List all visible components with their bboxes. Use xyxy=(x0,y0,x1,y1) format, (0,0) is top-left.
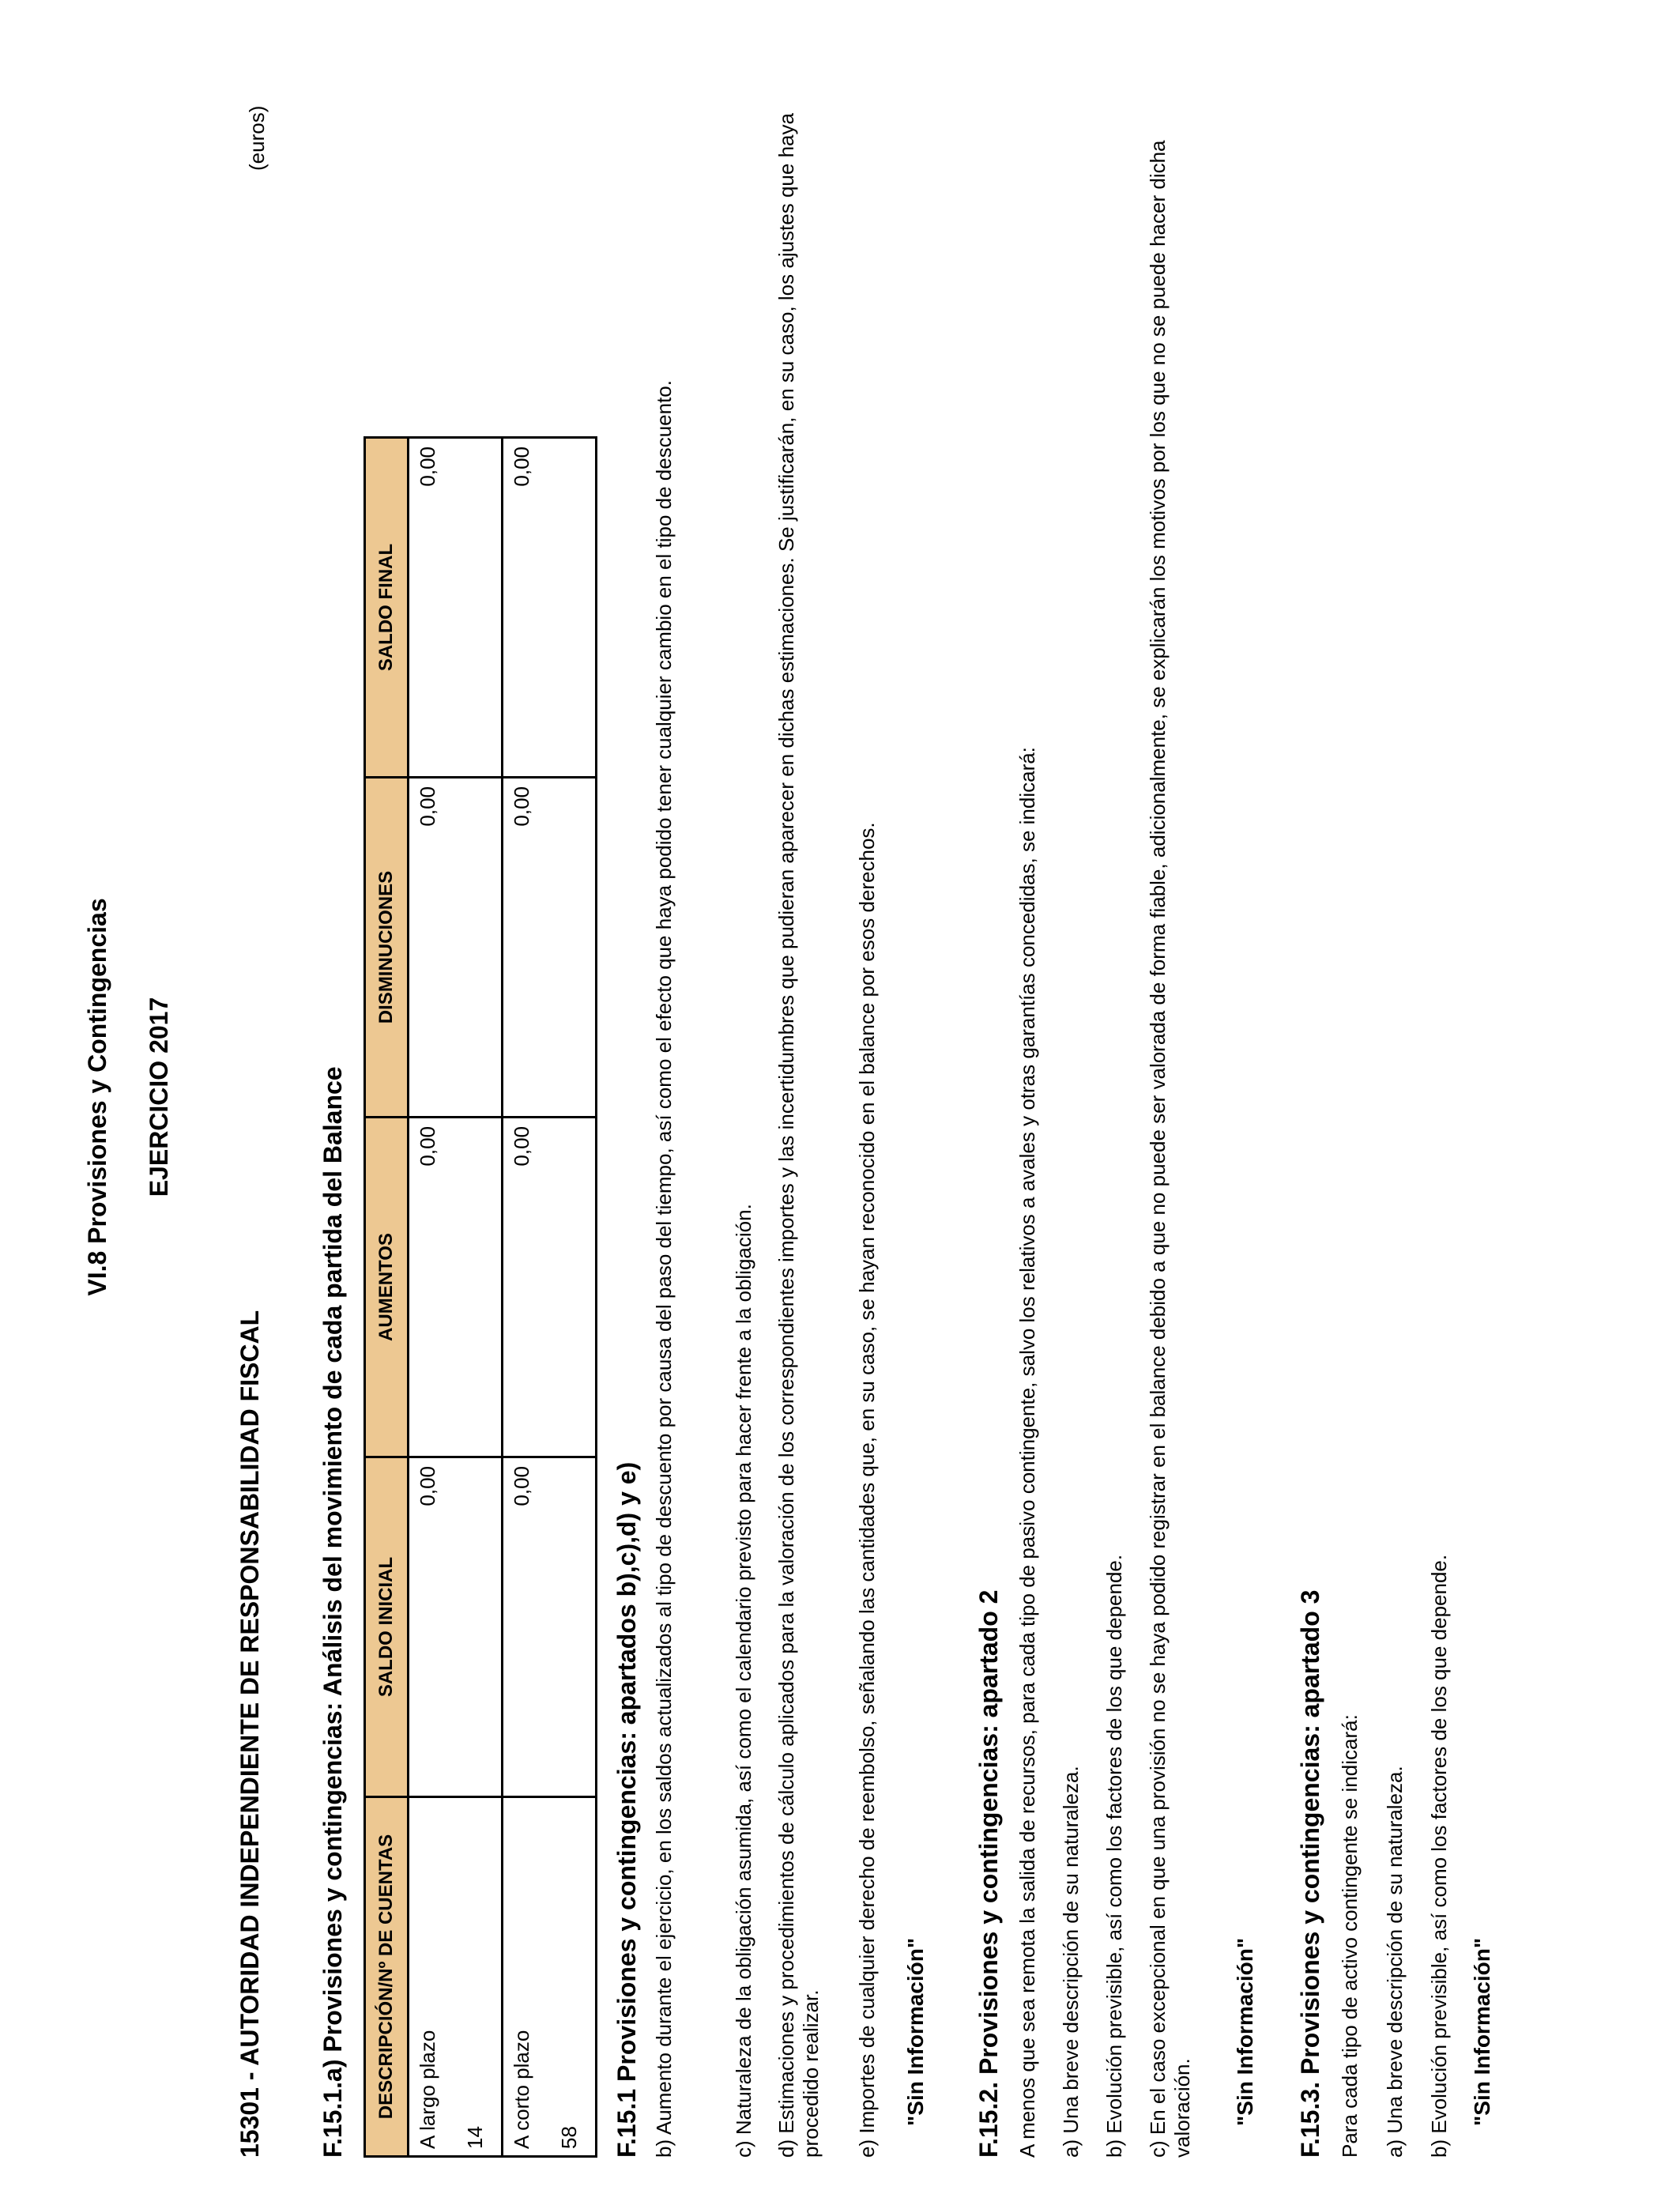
provisions-movement-table xyxy=(363,436,597,2158)
currency-unit: (euros) xyxy=(245,105,269,171)
f152-item-a: a) Una breve descripción de su naturaleza. xyxy=(1059,1766,1083,2158)
f152-item-b: b) Evolución previsible, así como los factores de los que depende. xyxy=(1102,1554,1126,2158)
saldo-inicial-value: 0,00 xyxy=(510,1466,533,1506)
description-cell xyxy=(503,1797,597,2157)
disminuciones-cell xyxy=(503,778,597,1118)
f152-title: F.15.2. Provisiones y contingencias: apartado 2 xyxy=(974,1589,1003,2158)
f152-sin-informacion: "Sin Información" xyxy=(1233,1937,1257,2126)
aumentos-value: 0,00 xyxy=(510,1126,533,1167)
f151-item-e: e) Importes de cualquier derecho de reembolso, señalando las cantidades que, en su caso, se hayan reconocido en el balance por esos derechos. xyxy=(855,822,879,2158)
f153-sin-informacion: "Sin Información" xyxy=(1470,1937,1494,2126)
aumentos-cell xyxy=(409,1118,503,1457)
table-row xyxy=(503,438,597,2157)
saldo-inicial-value: 0,00 xyxy=(416,1466,439,1506)
f153-item-b: b) Evolución previsible, así como los factores de los que depende. xyxy=(1427,1554,1451,2158)
col-header-disminuciones: DISMINUCIONES xyxy=(365,778,409,1118)
f152-intro: A menos que sea remota la salida de recursos, para cada tipo de pasivo contingente, salvo los relativos a avales y otras garantías concedidas, se indicará: xyxy=(1015,747,1039,2158)
f151-item-d: d) Estimaciones y procedimientos de cálculo aplicados para la valoración de los correspondientes importes y las incertidumbres que pudieran aparecer en dichas estimaciones. Se justificarán, en su caso, los ajustes que haya procedido realizar. xyxy=(774,113,823,2158)
description-cell xyxy=(409,1797,503,2157)
f151-sin-informacion: "Sin Información" xyxy=(903,1937,928,2126)
col-header-description: DESCRIPCIÓN/Nº DE CUENTAS xyxy=(365,1797,409,2157)
table-row xyxy=(409,438,503,2157)
account-name: A largo plazo xyxy=(416,2030,439,2149)
f152-item-c: c) En el caso excepcional en que una provisión no se haya podido registrar en el balance debido a que no puede ser valorada de forma fiable, adicionalmente, se explicarán los motivos por los que no se puede hacer dicha valoración. xyxy=(1146,140,1194,2158)
saldo-final-cell xyxy=(409,438,503,778)
f151-item-b: b) Aumento durante el ejercicio, en los saldos actualizados al tipo de descuento por causa del paso del tiempo, así como el efecto que haya podido tener cualquier cambio en el tipo de descuento. xyxy=(652,380,676,2158)
aumentos-value: 0,00 xyxy=(416,1126,439,1167)
saldo-inicial-cell xyxy=(409,1457,503,1797)
disminuciones-value: 0,00 xyxy=(510,786,533,827)
table-section-title: F.15.1.a) Provisiones y contingencias: Análisis del movimiento de cada partida del Balance xyxy=(318,1066,347,2158)
table-header-row xyxy=(365,438,409,2157)
exercise-year: EJERCICIO 2017 xyxy=(145,997,173,1197)
f151-item-c: c) Naturaleza de la obligación asumida, así como el calendario previsto para hacer frente a la obligación. xyxy=(732,1204,755,2158)
col-header-aumentos: AUMENTOS xyxy=(365,1118,409,1457)
f151-title: F.15.1 Provisiones y contingencias: apartados b),c),d) y e) xyxy=(612,1461,641,2158)
account-code: 58 xyxy=(557,2126,581,2149)
aumentos-cell xyxy=(503,1118,597,1457)
saldo-final-value: 0,00 xyxy=(416,447,439,487)
entity-name: 15301 - AUTORIDAD INDEPENDIENTE DE RESPONSABILIDAD FISCAL xyxy=(235,1310,264,2158)
page-title: VI.8 Provisiones y Contingencias xyxy=(83,898,111,1296)
col-header-saldo-final: SALDO FINAL xyxy=(365,438,409,778)
saldo-inicial-cell xyxy=(503,1457,597,1797)
disminuciones-value: 0,00 xyxy=(416,786,439,827)
col-header-saldo-inicial: SALDO INICIAL xyxy=(365,1457,409,1797)
account-name: A corto plazo xyxy=(510,2030,533,2149)
saldo-final-value: 0,00 xyxy=(510,447,533,487)
disminuciones-cell xyxy=(409,778,503,1118)
f153-item-a: a) Una breve descripción de su naturaleza. xyxy=(1383,1766,1407,2158)
saldo-final-cell xyxy=(503,438,597,778)
f153-title: F.15.3. Provisiones y contingencias: apartado 3 xyxy=(1296,1589,1324,2158)
account-code: 14 xyxy=(463,2126,487,2149)
f153-intro: Para cada tipo de activo contingente se indicará: xyxy=(1338,1714,1362,2158)
